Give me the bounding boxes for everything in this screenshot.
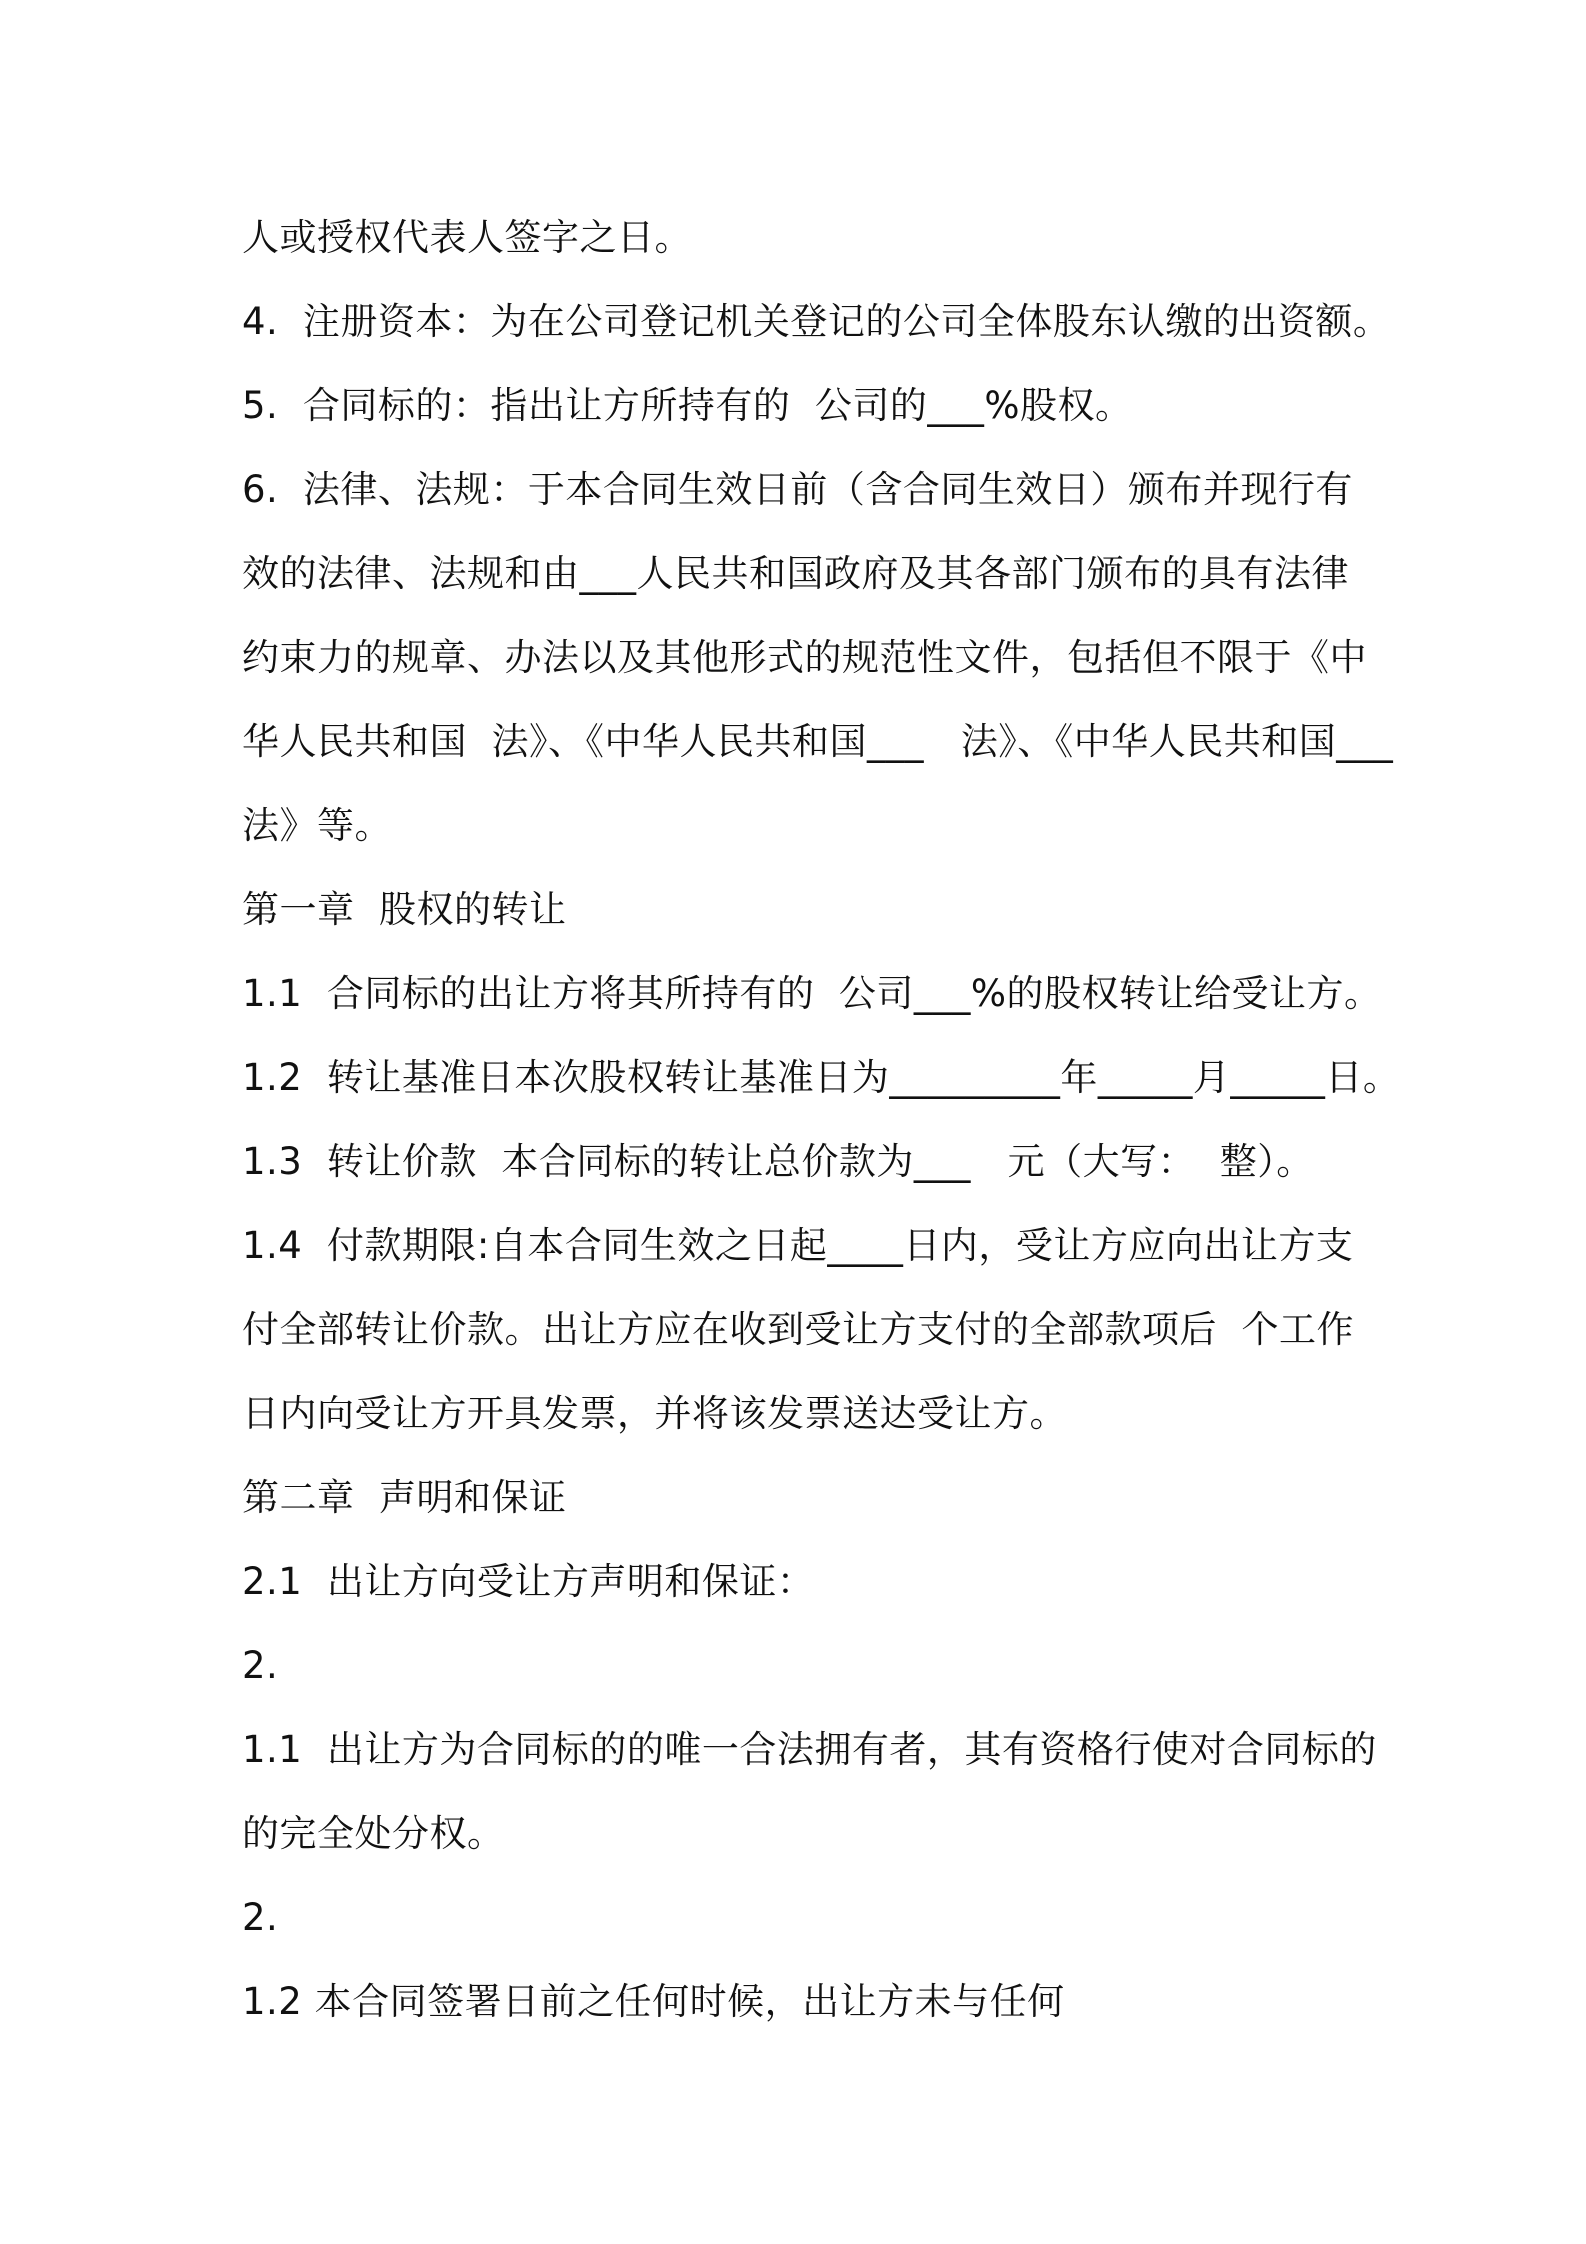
clause-2-1-1-line-1: 1.1 出让方为合同标的的唯一合法拥有者，其有资格行使对合同标的 [242, 1728, 1377, 1771]
clause-6-laws-line-2: 效的法律、法规和由___人民共和国政府及其各部门颁布的具有法律 [242, 552, 1349, 595]
clause-1-3: 1.3 转让价款 本合同标的转让总价款为___ 元（大写： 整）。 [242, 1140, 1314, 1183]
chapter-2-heading: 第二章 声明和保证 [242, 1476, 567, 1519]
clause-1-4-line-3: 日内向受让方开具发票，并将该发票送达受让方。 [242, 1392, 1067, 1435]
document-body [242, 196, 1401, 2044]
clause-6-laws-line-1: 6. 法律、法规：于本合同生效日前（含合同生效日）颁布并现行有 [242, 468, 1353, 511]
clause-1-4-line-2: 付全部转让价款。出让方应在收到受让方支付的全部款项后 个工作 [242, 1308, 1355, 1351]
text-line-continuation: 人或授权代表人签字之日。 [242, 216, 692, 259]
clause-6-laws-line-5: 法》等。 [242, 804, 392, 847]
clause-2-1: 2.1 出让方向受让方声明和保证： [242, 1560, 815, 1603]
clause-5-contract-subject: 5. 合同标的：指出让方所持有的 公司的___%股权。 [242, 384, 1133, 427]
clause-6-laws-line-3: 约束力的规章、办法以及其他形式的规范性文件，包括但不限于《中 [242, 636, 1367, 679]
clause-1-2: 1.2 转让基准日本次股权转让基准日为_________年_____月_____日。 [242, 1056, 1401, 1099]
clause-2-1-2: 1.2 本合同签署日前之任何时候，出让方未与任何 [242, 1980, 1065, 2023]
clause-6-laws-line-4: 华人民共和国 法》、《中华人民共和国___ 法》、《中华人民共和国___ [242, 720, 1394, 763]
clause-number-2b: 2. [242, 1896, 279, 1939]
clause-1-1: 1.1 合同标的出让方将其所持有的 公司___%的股权转让给受让方。 [242, 972, 1382, 1015]
clause-2-1-1-line-2: 的完全处分权。 [242, 1812, 505, 1855]
clause-1-4-line-1: 1.4 付款期限:自本合同生效之日起____日内，受让方应向出让方支 [242, 1224, 1354, 1267]
clause-4-registered-capital: 4. 注册资本：为在公司登记机关登记的公司全体股东认缴的出资额。 [242, 300, 1391, 343]
chapter-1-heading: 第一章 股权的转让 [242, 888, 567, 931]
clause-number-2a: 2. [242, 1644, 279, 1687]
